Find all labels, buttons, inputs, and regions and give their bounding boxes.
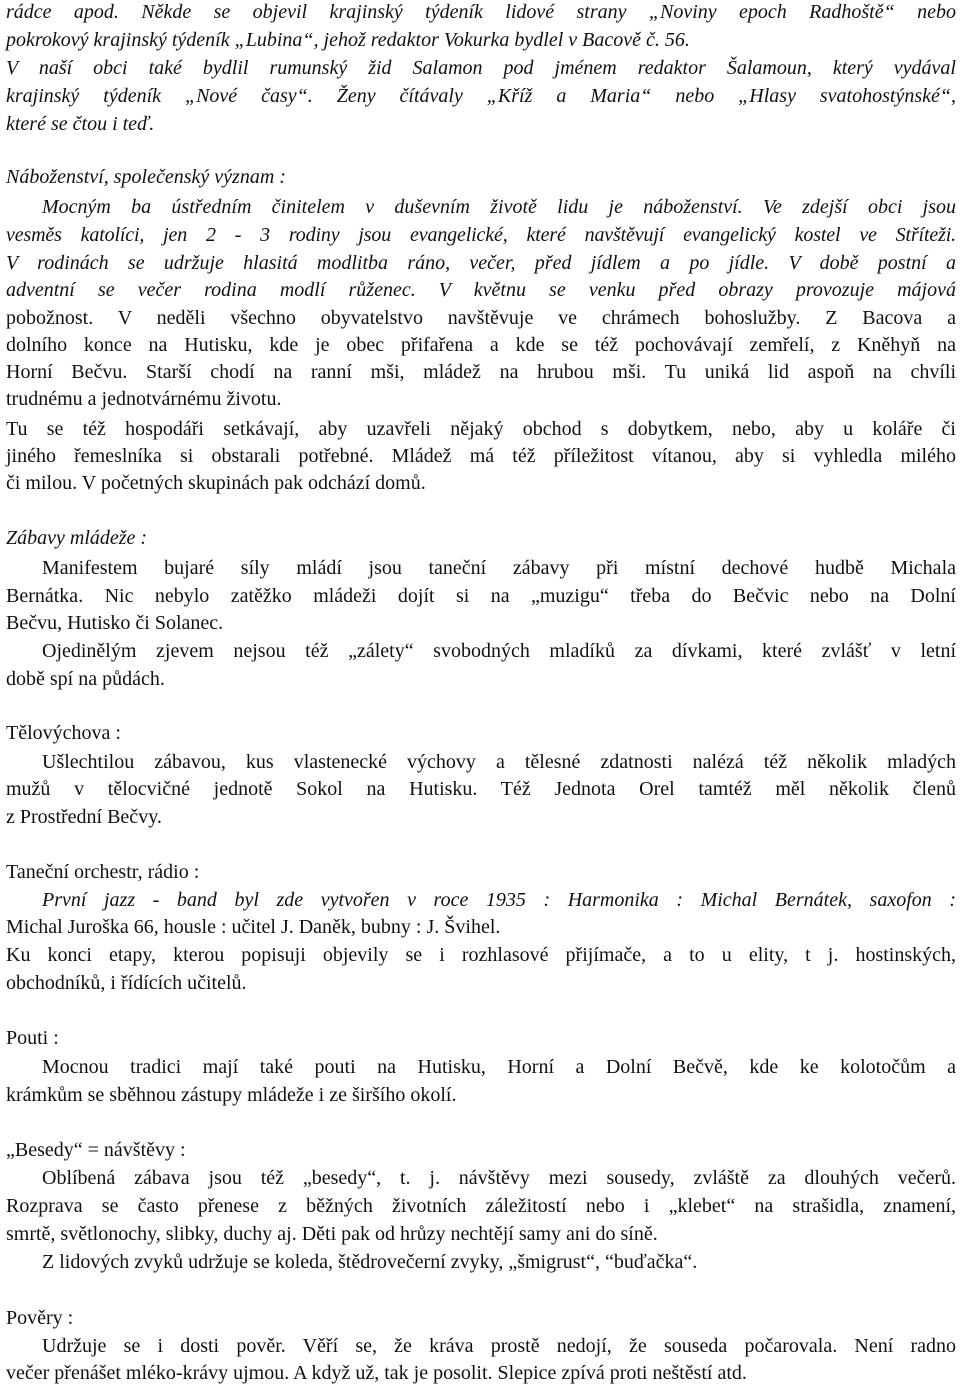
text-line: Rozprava se často přenese z běžných životních záležitostí nebo i „klebet“ na strašidla, znamení, [6,1195,956,1217]
text-line: pobožnost. V neděli všechno obyvatelstvo navštěvuje ve chrámech bohoslužby. Z Bacova a [6,307,956,329]
text-line: z Prostřední Bečvy. [6,806,162,828]
text-line: Mocnou tradici mají také pouti na Hutisku, Horní a Dolní Bečvě, kde ke kolotočům a [42,1056,956,1078]
text-line: adventní se večer rodina modlí růženec. V květnu se venku před obrazy provozuje májová [6,279,956,301]
section-heading: Pověry : [6,1307,74,1329]
text-line: které se čtou i teď. [6,113,155,135]
text-line: dolního konce na Hutisku, kde je obec přifařena a kde se též pochovávají zemřelí, z Kněhyň na [6,334,956,356]
text-line: či milou. V početných skupinách pak odchází domů. [6,472,426,494]
text-line: trudnému a jednotvárnému životu. [6,388,282,410]
text-line: době spí na půdách. [6,668,165,690]
text-line: V naší obci také bydlil rumunský žid Salamon pod jménem redaktor Šalamoun, který vydával [6,57,956,79]
text-line: pokrokový krajinský týdeník „Lubina“, jehož redaktor Vokurka bydlel v Bacově č. 56. [6,29,690,51]
text-line: Oblíbená zábava jsou též „besedy“, t. j. návštěvy mezi sousedy, zvláště za dlouhých večerů. [42,1167,956,1189]
text-line: Ku konci etapy, kterou popisuji objevily se i rozhlasové přijímače, a to u elity, t j. hostinských, [6,944,956,966]
text-line: Michal Juroška 66, housle : učitel J. Daněk, bubny : J. Švihel. [6,916,501,938]
text-line: Z lidových zvyků udržuje se koleda, štědrovečerní zvyky, „šmigrust“, “buďačka“. [42,1251,698,1273]
text-line: večer přenášet mléko-krávy ujmou. A když už, tak je posolit. Slepice zpívá proti neštěstí atd. [6,1362,747,1384]
section-heading: Pouti : [6,1027,59,1049]
text-line: Bernátka. Nic nebylo zatěžko mládeži dojít si na „muzigu“ třeba do Bečvic nebo na Dolní [6,585,956,607]
text-line: obchodníků, i řídících učitelů. [6,972,247,994]
text-line: Manifestem bujaré síly mládí jsou taneční zábavy při místní dechové hudbě Michala [42,557,956,579]
section-heading: Taneční orchestr, rádio : [6,861,200,883]
text-line: Ušlechtilou zábavou, kus vlastenecké výchovy a tělesné zdatnosti nalézá též několik mladých [42,751,956,773]
text-line: Bečvu, Hutisko či Solanec. [6,612,224,634]
text-line: Ojedinělým zjevem nejsou též „zálety“ svobodných mladíků za dívkami, které zvlášť v letní [42,640,956,662]
text-line: rádce apod. Někde se objevil krajinský týdeník lidové strany „Noviny epoch Radhoště“ nebo [6,1,956,23]
text-line: krámkům se sběhnou zástupy mládeže i ze širšího okolí. [6,1084,457,1106]
section-heading: Zábavy mládeže : [6,527,148,549]
section-heading: Náboženství, společenský význam : [6,166,286,188]
text-line: Udržuje se i dosti pověr. Věří se, že kráva prostě nedojí, že souseda počarovala. Není radno [42,1335,956,1357]
text-line: Mocným ba ústředním činitelem v duševním životě lidu je náboženství. Ve zdejší obci jsou [42,196,956,218]
text-line: mužů v tělocvičné jednotě Sokol na Hutisku. Též Jednota Orel tamtéž měl několik členů [6,778,956,800]
text-line: jiného řemeslníka si obstarali potřebné. Mládež má též příležitost vítanou, aby si vyhledla milého [6,445,956,467]
text-line: Horní Bečvu. Starší chodí na ranní mši, mládež na hrubou mši. Tu uniká lid aspoň na chvíli [6,361,956,383]
text-line: V rodinách se udržuje hlasitá modlitba ráno, večer, před jídlem a po jídle. V době postní a [6,252,956,274]
text-line: smrtě, světlonochy, slibky, duchy aj. Děti pak od hrůzy nechtějí samy ani do síně. [6,1223,658,1245]
section-heading: „Besedy“ = návštěvy : [6,1139,186,1161]
text-line: První jazz - band byl zde vytvořen v roce 1935 : Harmonika : Michal Bernátek, saxofon : [42,889,956,911]
text-line: krajinský týdeník „Nové časy“. Ženy čítávaly „Kříž a Maria“ nebo „Hlasy svatohostýnské“, [6,85,956,107]
text-line: Tu se též hospodáři setkávají, aby uzavřeli nějaký obchod s dobytkem, nebo, aby u koláře či [6,418,956,440]
text-line: vesměs katolíci, jen 2 - 3 rodiny jsou evangelické, které navštěvují evangelický kostel ve Stříteži. [6,224,956,246]
section-heading: Tělovýchova : [6,722,121,744]
